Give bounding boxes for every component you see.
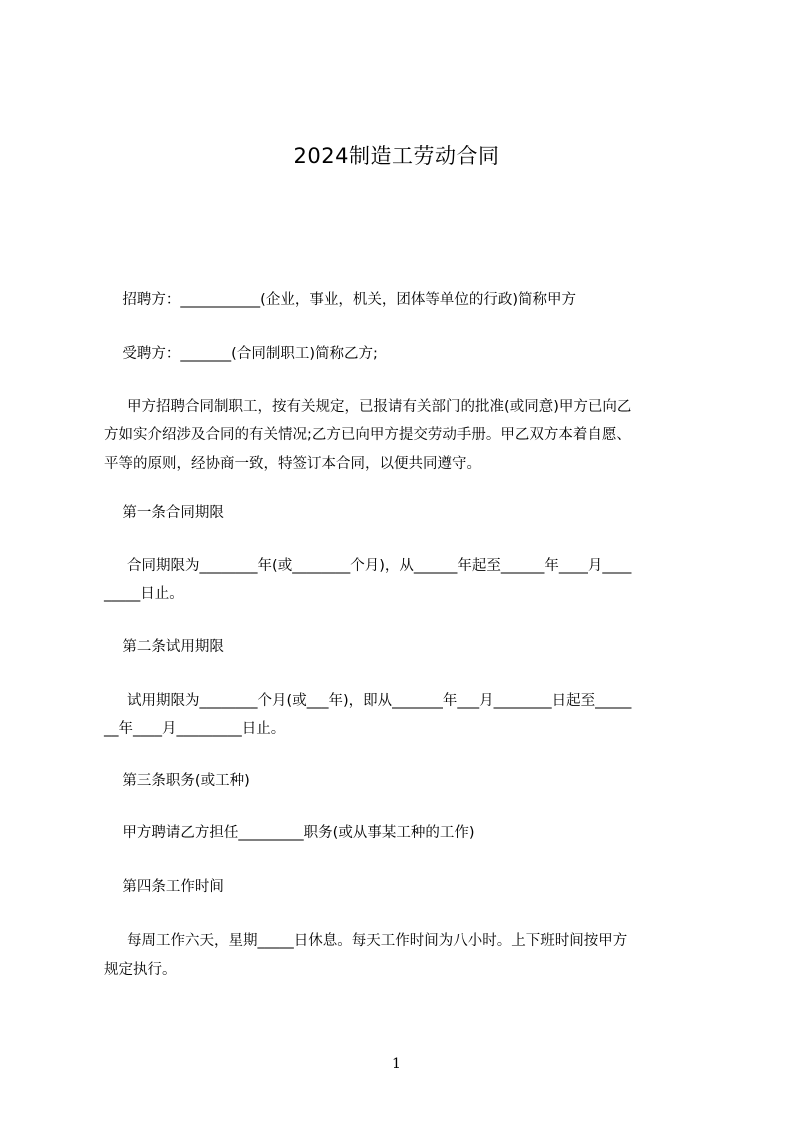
employer-line: 招聘方：___________(企业，事业，机关，团体等单位的行政)简称甲方: [104, 292, 576, 308]
article-3-heading: 第三条职务(或工种): [104, 773, 250, 789]
intro-line-1: 甲方招聘合同制职工，按有关规定，已报请有关部门的批准(或同意)甲方已向乙: [104, 399, 632, 415]
intro-line-3: 平等的原则，经协商一致，特签订本合同，以便共同遵守。: [104, 456, 481, 472]
intro-line-2: 方如实介绍涉及合同的有关情况;乙方已向甲方提交劳动手册。甲乙双方本着自愿、: [104, 427, 631, 443]
article-2-line-1: 试用期限为________个月(或___年)，即从_______年___月________日起至_____: [104, 693, 632, 709]
article-4-heading: 第四条工作时间: [104, 879, 224, 895]
article-2-heading: 第二条试用期限: [104, 639, 224, 655]
article-3-line-1: 甲方聘请乙方担任_________职务(或从事某工种的工作): [104, 825, 475, 841]
article-4-line-2: 规定执行。: [104, 962, 177, 978]
document-title: 2024制造工劳动合同: [293, 144, 500, 168]
page-number: 1: [392, 1056, 401, 1072]
article-1-line-1: 合同期限为________年(或________个月)，从______年起至______年____月____: [104, 558, 632, 574]
article-2-line-2: __年____月_________日止。: [104, 721, 286, 737]
article-4-line-1: 每周工作六天，星期_____日休息。每天工作时间为八小时。上下班时间按甲方: [104, 933, 628, 949]
employee-line: 受聘方：_______(合同制职工)简称乙方;: [104, 346, 378, 362]
article-1-line-2: _____日止。: [104, 586, 184, 602]
article-1-heading: 第一条合同期限: [104, 505, 224, 521]
